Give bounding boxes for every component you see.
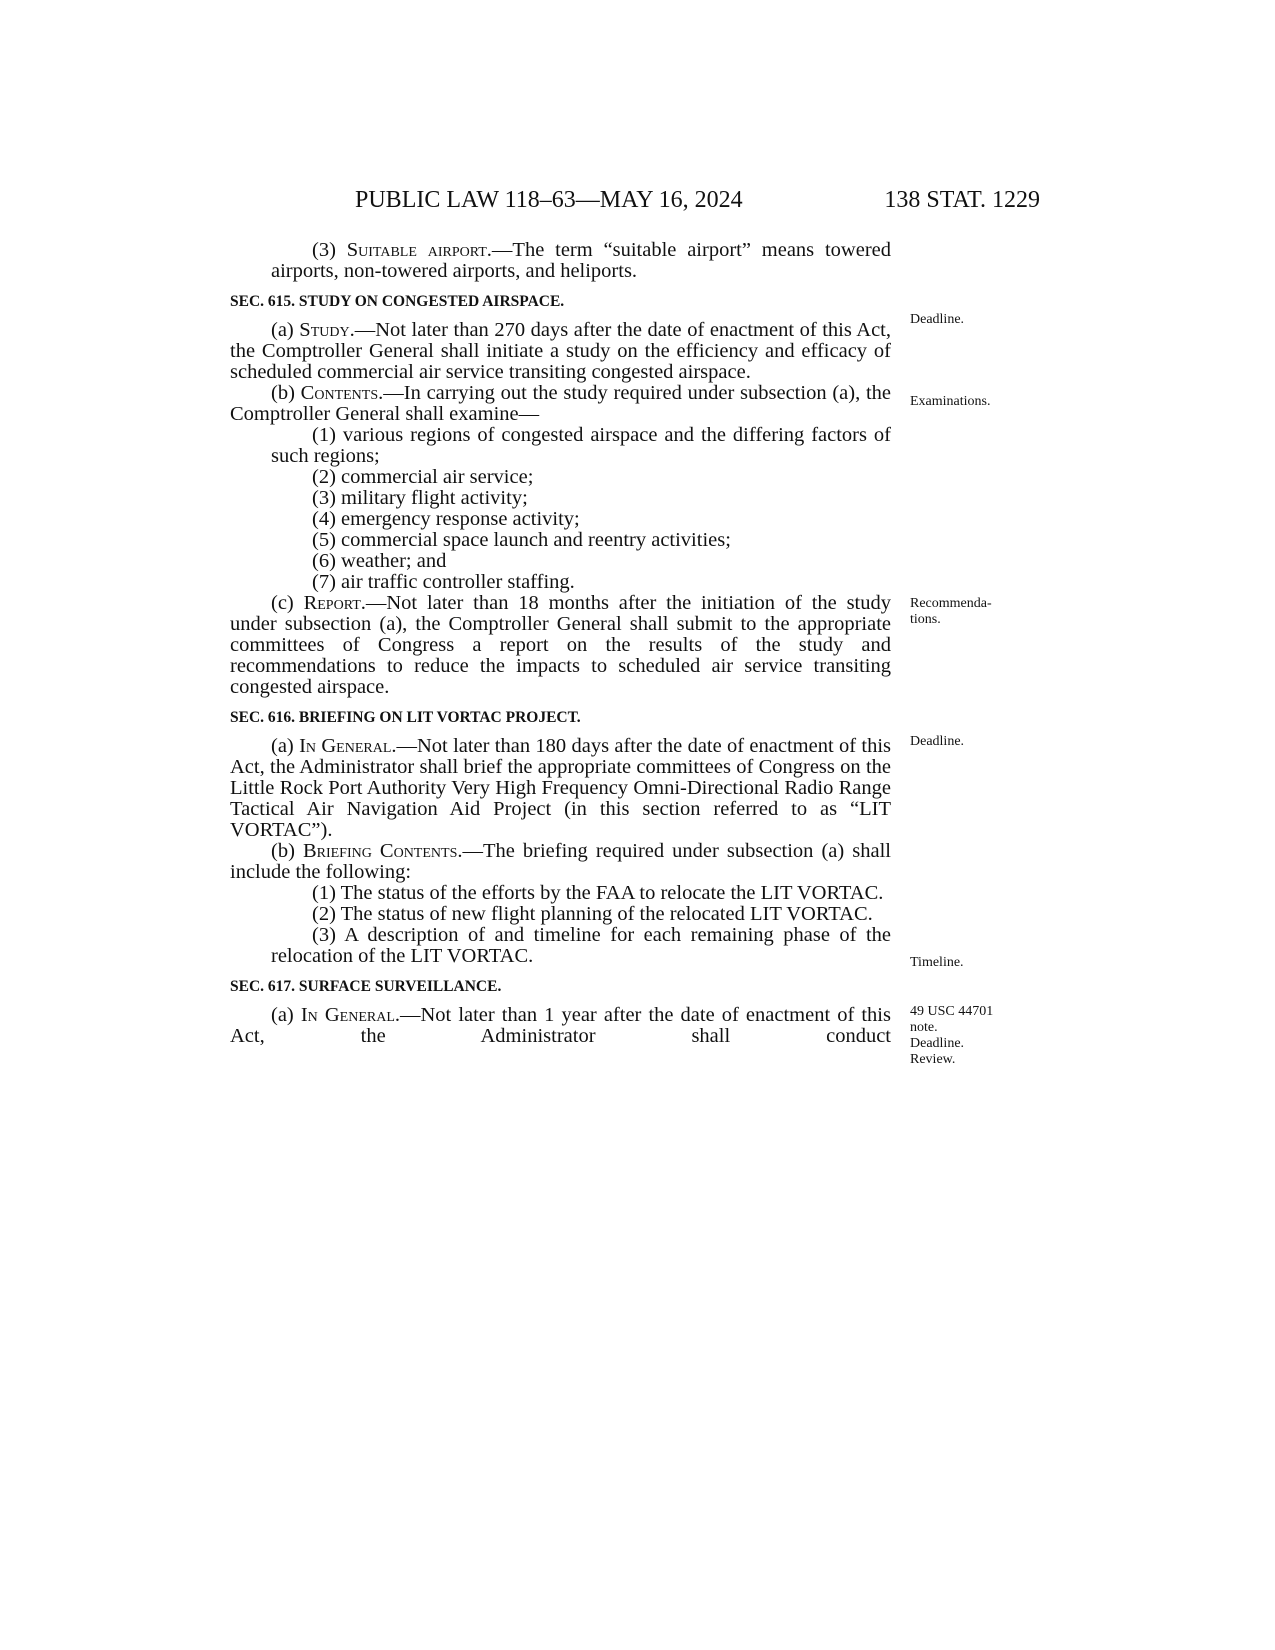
sec616-a-in-general: (a) In General.—Not later than 180 days after the date of enactment of this Act, the Administrator shall brief the appropriate committees of Congress on the Little Rock Port Authority Very High Frequency Omni-Directional Radio Range Tactical Air Navigation Aid Project (in this section referred to as “LIT VORTAC”).	[230, 735, 891, 841]
margin-note-line: Recommenda-	[910, 596, 992, 611]
margin-note-timeline: Timeline.	[910, 955, 964, 970]
margin-note-line: Review.	[910, 1052, 956, 1067]
margin-note-deadline: Deadline.	[910, 312, 965, 327]
section-heading-615: SEC. 615. STUDY ON CONGESTED AIRSPACE.	[230, 293, 565, 310]
sec615-c-report: (c) Report.—Not later than 18 months after the initiation of the study under subsection (a), the Comptroller General shall submit to the appropriate committees of Congress a report on the results of the study and recommendations to reduce the impacts to scheduled air service transiting congested airspace.	[230, 592, 891, 698]
sec615-item: (5) commercial space launch and reentry activities;	[312, 529, 731, 551]
sec616-item: (2) The status of new flight planning of the relocated LIT VORTAC.	[312, 903, 873, 925]
paragraph-suitable-airport: (3) Suitable airport.—The term “suitable airport” means towered airports, non-towered airports, and heliports.	[271, 239, 892, 282]
public-law-citation: PUBLIC LAW 118–63—MAY 16, 2024	[355, 187, 743, 213]
margin-note-deadline: Deadline.	[910, 734, 965, 749]
sec615-item: (2) commercial air service;	[312, 466, 534, 488]
margin-note-line: Deadline.	[910, 1036, 965, 1051]
sec615-item: (7) air traffic controller staffing.	[312, 571, 575, 593]
margin-note-line: note.	[910, 1020, 938, 1035]
sec615-item: (4) emergency response activity;	[312, 508, 580, 530]
sec617-a-in-general: (a) In General.—Not later than 1 year after the date of enactment of this Act, the Administrator shall conduct	[230, 1004, 891, 1047]
sec616-item: (3) A description of and timeline for each remaining phase of the relocation of the LIT VORTAC.	[271, 924, 891, 967]
margin-note-recommendations	[910, 596, 1030, 628]
sec615-item: (6) weather; and	[312, 550, 447, 572]
margin-note-line: tions.	[910, 612, 941, 627]
section-heading-617: SEC. 617. SURFACE SURVEILLANCE.	[230, 978, 502, 995]
sec615-item: (3) military flight activity;	[312, 487, 528, 509]
sec615-a-study: (a) Study.—Not later than 270 days after the date of enactment of this Act, the Comptroller General shall initiate a study on the efficiency and efficacy of scheduled commercial air service transiting congested airspace.	[230, 319, 892, 383]
sec615-b-contents: (b) Contents.—In carrying out the study required under subsection (a), the Comptroller General shall examine—	[230, 382, 892, 425]
sec616-b-briefing-contents: (b) Briefing Contents.—The briefing required under subsection (a) shall include the following:	[230, 840, 891, 883]
statute-page-number: 138 STAT. 1229	[884, 187, 1040, 213]
section-heading-616: SEC. 616. BRIEFING ON LIT VORTAC PROJECT.	[230, 709, 581, 726]
margin-note-line: 49 USC 44701	[910, 1004, 994, 1019]
margin-note-examinations: Examinations.	[910, 394, 991, 409]
margin-note-usc	[910, 1004, 1030, 1068]
sec615-item: (1) various regions of congested airspace and the differing factors of such regions;	[271, 424, 891, 467]
document-body	[230, 240, 891, 1047]
sec616-item: (1) The status of the efforts by the FAA to relocate the LIT VORTAC.	[312, 882, 884, 904]
